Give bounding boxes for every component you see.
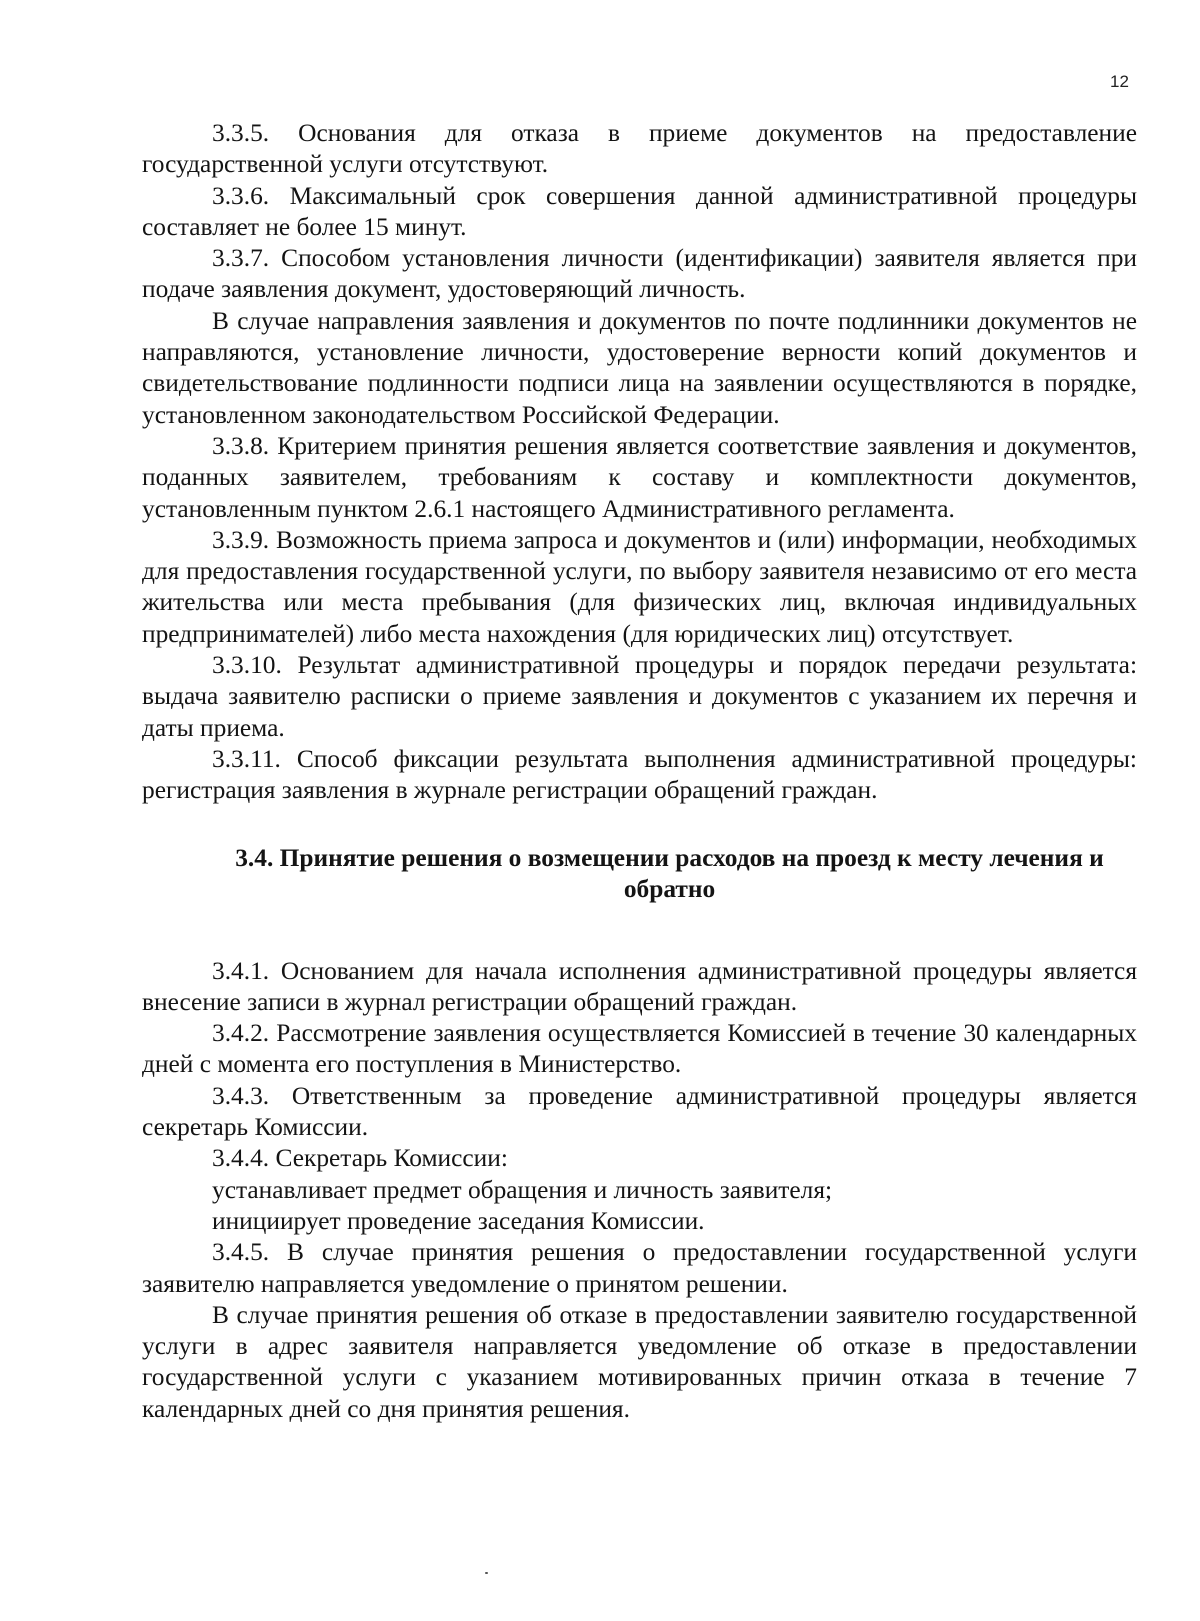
paragraph: 3.3.10. Результат административной процедуры и порядок передачи результата: выдача заявителю расписки о приеме заявления и документов с указанием их перечня и даты приема. bbox=[142, 651, 1137, 742]
paragraph: В случае направления заявления и документов по почте подлинники документов не направляются, установление личности, удостоверение верности копий документов и свидетельствование подлинности подписи лица на заявлении осуществляются в порядке, установленном законодательством Российской Федерации. bbox=[142, 306, 1137, 429]
paragraph: 3.4.2. Рассмотрение заявления осуществляется Комиссией в течение 30 календарных дней с момента его поступления в Министерство. bbox=[142, 1019, 1137, 1079]
paragraph: В случае принятия решения об отказе в предоставлении заявителю государственной услуги в адрес заявителя направляется уведомление об отказе в предоставлении государственной услуги с указанием мотивированных причин отказа в течение 7 календарных дней со дня принятия решения. bbox=[142, 1300, 1137, 1423]
paragraph: 3.3.7. Способом установления личности (идентификации) заявителя является при подаче заявления документ, удостоверяющий личность. bbox=[142, 244, 1137, 304]
paragraph: устанавливает предмет обращения и личность заявителя; bbox=[212, 1175, 833, 1204]
page-number: 12 bbox=[1110, 72, 1129, 91]
paragraph: 3.3.11. Способ фиксации результата выполнения административной процедуры: регистрация заявления в журнале регистрации обращений граждан. bbox=[142, 744, 1137, 805]
paragraph: 3.4.1. Основанием для начала исполнения административной процедуры является внесение записи в журнал регистрации обращений граждан. bbox=[142, 956, 1137, 1016]
paragraph: 3.4.3. Ответственным за проведение административной процедуры является секретарь Комиссии. bbox=[142, 1081, 1137, 1142]
paragraph: 3.4.5. В случае принятия решения о предоставлении государственной услуги заявителю направляется уведомление о принятом решении. bbox=[142, 1238, 1137, 1298]
paragraph: 3.3.8. Критерием принятия решения является соответствие заявления и документов, поданных заявителем, требованиям к составу и комплектности документов, установленным пунктом 2.6.1 настоящего Административного регламента. bbox=[142, 431, 1137, 523]
paragraph: инициирует проведение заседания Комиссии. bbox=[212, 1206, 705, 1235]
paragraph: 3.4.4. Секретарь Комиссии: bbox=[212, 1144, 508, 1173]
paragraph: 3.3.6. Максимальный срок совершения данной административной процедуры составляет не более 15 минут. bbox=[142, 181, 1137, 241]
paragraph: 3.3.9. Возможность приема запроса и документов и (или) информации, необходимых для предоставления государственной услуги, по выбору заявителя независимо от его места жительства или места пребывания (для физических лиц, включая индивидуальных предпринимателей) либо места нахождения (для юридических лиц) отсутствует. bbox=[142, 525, 1137, 648]
document-body bbox=[142, 118, 1137, 1425]
section-heading: 3.4. Принятие решения о возмещении расходов на проезд к месту лечения и обратно bbox=[235, 843, 1104, 904]
scan-speck bbox=[485, 1572, 488, 1574]
paragraph: 3.3.5. Основания для отказа в приеме документов на предоставление государственной услуги отсутствуют. bbox=[142, 119, 1137, 179]
paragraphs-after bbox=[142, 956, 1137, 1425]
paragraphs-before bbox=[142, 118, 1137, 807]
